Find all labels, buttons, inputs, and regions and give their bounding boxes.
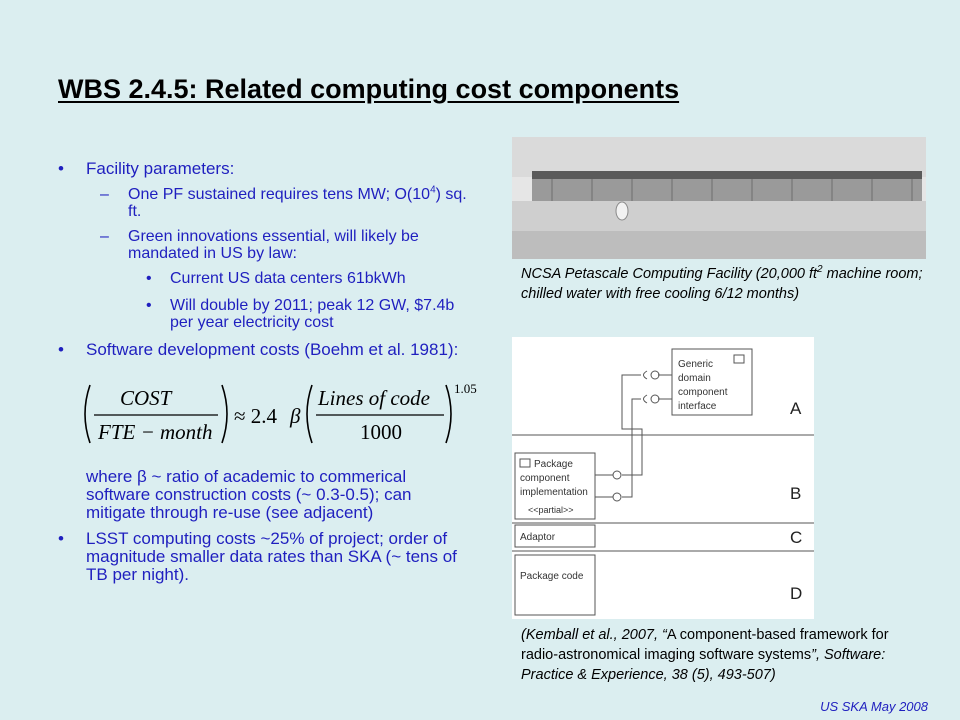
sub-sub-bullet-double: • Will double by 2011; peak 12 GW, $7.4b per year electricity cost (146, 297, 455, 331)
photo-caption: NCSA Petascale Computing Facility (20,000 $ft^2$ machine room; chilled water with free cooling 6/12 months) (521, 264, 923, 302)
bullet-dot-icon: • (58, 529, 64, 548)
row-label-d: D (790, 584, 803, 603)
svg-text:Adaptor: Adaptor (520, 532, 556, 543)
slide-title: WBS 2.4.5: Related computing cost components (58, 74, 680, 104)
formula-explanation: where β ~ ratio of academic to commerical software construction costs (~ 0.3-0.5); can mitigate through re-use (see adjacent) (86, 467, 412, 522)
svg-text:<<partial>>: <<partial>> (528, 505, 574, 515)
bullet-lsst: • LSST computing costs ~25% of project; order of magnitude smaller data rates than SKA (~ tens of TB per night). (58, 529, 457, 584)
svg-text:component: component (520, 473, 570, 484)
bullet-dot-icon: • (58, 340, 64, 359)
component-framework-diagram (512, 337, 814, 619)
bullet-dot-icon: • (146, 297, 152, 314)
formula-approx: ≈ 2.4 (234, 404, 278, 428)
formula-denom: 1000 (360, 420, 402, 444)
dash-icon: – (100, 186, 109, 203)
formula-beta: β (290, 404, 301, 428)
svg-text:domain: domain (678, 373, 711, 384)
sub-bullet-power: – One PF sustained requires tens MW; $O(10^4)$ sq. ft. (100, 184, 467, 220)
ncsa-facility-photo (512, 137, 926, 259)
diagram-caption: (Kemball et al., 2007, “A component-based framework for radio-astronomical imaging software systems”, Software: Practice & Experience, 38 (5), 493-507) (521, 627, 889, 683)
row-label-b: B (790, 484, 802, 503)
formula-cost: COST (120, 386, 172, 410)
svg-text:component: component (678, 387, 728, 398)
bullet-list (58, 159, 477, 592)
footer-text: US SKA May 2008 (820, 699, 928, 714)
bullet-dot-icon: • (146, 270, 152, 287)
row-label-a: A (790, 399, 802, 418)
svg-text:Generic: Generic (678, 359, 714, 370)
bullet-software: • Software development costs (Boehm et al. 1981): (58, 340, 459, 359)
formula-fte: FTE − month (98, 420, 213, 444)
sub-sub-bullet-data-centers: • Current US data centers 61bkWh (146, 270, 406, 287)
svg-text:Package: Package (534, 459, 573, 470)
svg-text:interface: interface (678, 401, 717, 412)
formula-loc: Lines of code (318, 386, 430, 410)
formula-exponent: 1.05 (454, 381, 477, 396)
dash-icon: – (100, 228, 109, 245)
svg-text:Package code: Package code (520, 571, 584, 582)
bullet-dot-icon: • (58, 159, 64, 178)
boehm-formula (80, 379, 480, 449)
row-label-c: C (790, 528, 803, 547)
bullet-facility: • Facility parameters: (58, 159, 235, 178)
svg-text:implementation: implementation (520, 487, 588, 498)
sub-bullet-green: – Green innovations essential, will likely be mandated in US by law: (100, 228, 419, 262)
